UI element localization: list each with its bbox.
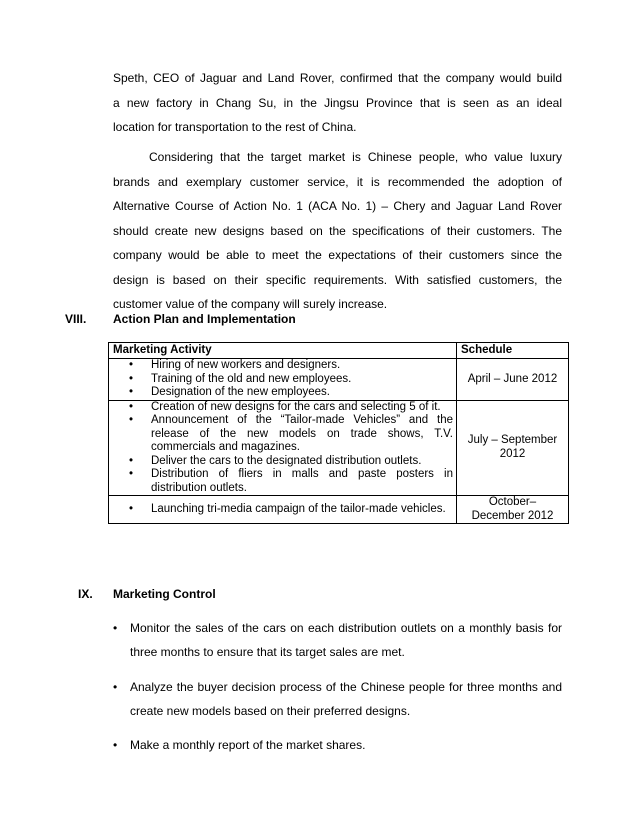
text-line: company would be able to meet the expectations of their customers since the [113,248,562,262]
action-plan-table [108,342,569,524]
text-line: Alternative Course of Action No. 1 (ACA No. 1) – Chery and Jaguar Land Rover [113,199,562,213]
section-title: Action Plan and Implementation [113,312,296,326]
section-number: IX. [78,587,93,601]
activity-item: • Deliver the cars to the designated distribution outlets. [151,455,453,469]
text-line: location for transportation to the rest of China. [113,120,357,134]
text-line: Considering that the target market is Chinese people, who value luxury [149,150,562,164]
activity-item: • Training of the old and new employees. [151,373,453,387]
activity-item: • Creation of new designs for the cars and selecting 5 of it. [151,401,453,415]
activity-item: • Designation of the new employees. [151,386,453,400]
schedule-cell: April – June 2012 [457,359,569,401]
recommendation-paragraph [113,145,562,317]
activity-cell [109,359,457,401]
list-item: • Make a monthly report of the market shares. [113,733,562,757]
text-line: design is based on their specific requirements. With satisfied customers, the [113,272,562,287]
schedule-cell [457,496,569,524]
text-line: a new factory in Chang Su, in the Jingsu Province that is seen as an ideal [113,95,562,110]
list-item: • Analyze the buyer decision process of the Chinese people for three months and create new models based on their preferred designs. [113,675,562,723]
section-title: Marketing Control [113,587,216,601]
text-line: customer value of the company will surely increase. [113,297,388,311]
table-row [109,400,569,496]
table-row [109,496,569,524]
activity-cell [109,400,457,496]
schedule-cell [457,400,569,496]
activity-item: • Launching tri-media campaign of the tailor-made vehicles. [151,503,453,517]
list-item: • Monitor the sales of the cars on each distribution outlets on a monthly basis for three months to ensure that its target sales are met. [113,616,562,664]
section-number: VIII. [65,312,87,326]
activity-item: • Announcement of the “Tailor-made Vehicles” and the release of the new models on trade shows, T.V. commercials and magazines. [151,414,453,455]
text-line: should create new designs based on the specifications of their customers. The [113,223,562,238]
activity-cell [109,496,457,524]
table-row [109,359,569,401]
header-schedule: Schedule [457,343,569,359]
schedule-text: October– December 2012 [471,496,554,522]
schedule-text: July – September 2012 [467,434,558,460]
table-header-row [109,343,569,359]
header-marketing-activity: Marketing Activity [109,343,457,359]
intro-paragraph [113,66,562,140]
text-line: brands and exemplary customer service, it is recommended the adoption of [113,174,562,189]
text-line: Speth, CEO of Jaguar and Land Rover, confirmed that the company would build [113,71,562,85]
activity-item: • Distribution of fliers in malls and paste posters in distribution outlets. [151,468,453,495]
activity-item: • Hiring of new workers and designers. [151,359,453,373]
